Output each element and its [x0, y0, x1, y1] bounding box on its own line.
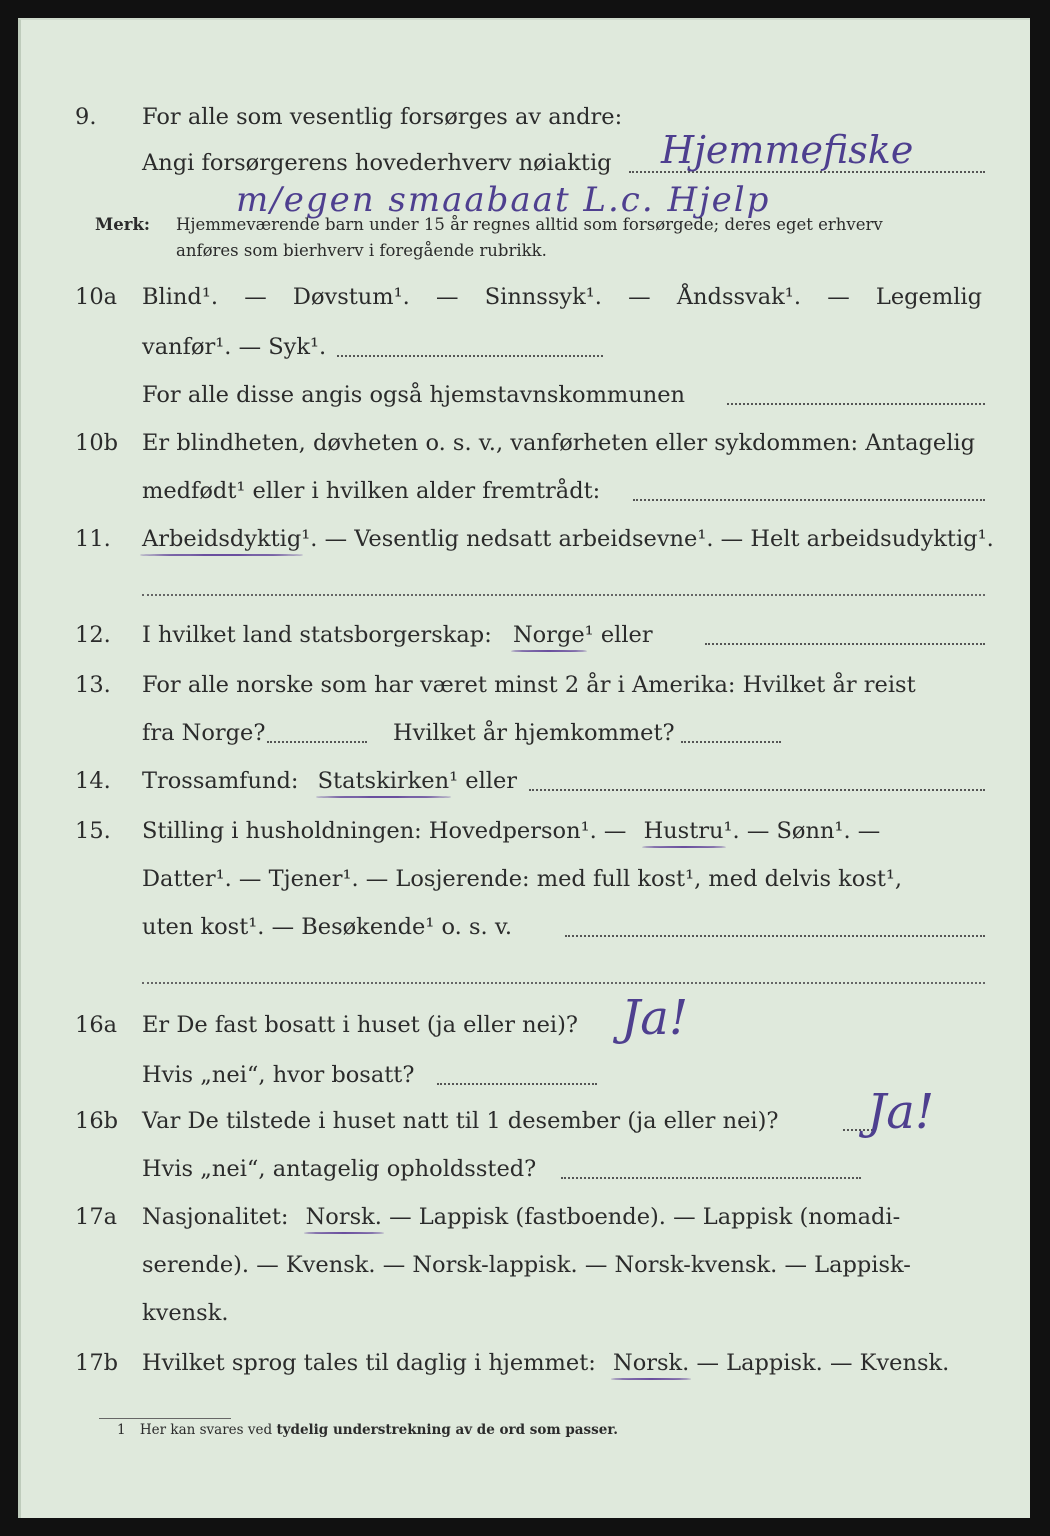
q9-handwritten-answer-2: m/egen smaabaat L.c. Hjelp	[236, 180, 771, 220]
q17b-selected-norsk: Norsk.	[613, 1350, 690, 1376]
q17b-number: 17b	[75, 1350, 119, 1376]
q16b-text-1: Var De tilstede i huset natt til 1 desember (ja eller nei)?	[142, 1108, 779, 1134]
q9-question: For alle som vesentlig forsørges av andre:	[142, 104, 623, 130]
q16b-number: 16b	[75, 1108, 119, 1134]
q13-number: 13.	[75, 672, 111, 698]
q9-number: 9.	[75, 104, 97, 130]
q15-selected-hustru: Hustru	[643, 818, 724, 844]
q11-rest: ¹. — Vesentlig nedsatt arbeidsevne¹. — Helt arbeidsudyktig¹.	[301, 526, 994, 552]
q13-text-2b: Hvilket år hjemkommet?	[393, 720, 675, 746]
dash: —	[244, 284, 267, 310]
option-dovstum: Døvstum¹.	[292, 284, 410, 310]
q17b-text	[142, 1348, 949, 1378]
q9-question-2: Angi forsørgerens hovederhverv nøiaktig	[142, 150, 612, 176]
option-andssvak: Åndssvak¹.	[676, 284, 801, 310]
q16a-number: 16a	[75, 1012, 118, 1038]
q16b-handwritten-answer: Ja!	[867, 1084, 935, 1140]
q15-number: 15.	[75, 818, 111, 844]
q10b-number: 10b	[75, 430, 119, 456]
q10a-text-2: vanfør¹. — Syk¹.	[142, 334, 327, 360]
q10a-text-3: For alle disse angis også hjemstavnskommunen	[142, 382, 686, 408]
footnote	[117, 1422, 618, 1438]
merk-text-2: anføres som bierhverv i foregående rubrikk.	[176, 241, 547, 260]
q17b-post: — Lappisk. — Kvensk.	[696, 1350, 950, 1376]
q17a-text-3: kvensk.	[142, 1300, 229, 1326]
option-sinnssyk: Sinnssyk¹.	[484, 284, 602, 310]
q13-text-1: For alle norske som har været minst 2 år i Amerika: Hvilket år reist	[142, 672, 916, 698]
q17a-text-2: serende). — Kvensk. — Norsk-lappisk. — Norsk-kvensk. — Lappisk-	[142, 1252, 911, 1278]
footnote-rule	[99, 1418, 231, 1419]
q15-answer-line	[142, 982, 985, 984]
q14-post: ¹ eller	[449, 768, 518, 794]
census-form-page	[18, 18, 1030, 1518]
q11-number: 11.	[75, 526, 111, 552]
q10a-number: 10a	[75, 284, 118, 310]
q16a-text-1: Er De fast bosatt i huset (ja eller nei)?	[142, 1012, 578, 1038]
q17a-selected-norsk: Norsk.	[305, 1204, 382, 1230]
q15-text-3: uten kost¹. — Besøkende¹ o. s. v.	[142, 914, 513, 940]
q15-pre: Stilling i husholdningen: Hovedperson¹. —	[142, 818, 627, 844]
q9-handwritten-answer-1: Hjemmefiske	[661, 128, 914, 172]
q13-text-2a: fra Norge?	[142, 720, 266, 746]
footnote-text: Her kan svares ved	[139, 1422, 273, 1438]
q11-text	[142, 524, 994, 554]
q15-text-1	[142, 816, 880, 846]
q15-text-2: Datter¹. — Tjener¹. — Losjerende: med full kost¹, med delvis kost¹,	[142, 866, 903, 892]
q17a-post: — Lappisk (fastboende). — Lappisk (nomadi-	[389, 1204, 901, 1230]
option-blind: Blind¹.	[142, 284, 218, 310]
q11-answer-line	[142, 594, 985, 596]
q17a-number: 17a	[75, 1204, 118, 1230]
q14-number: 14.	[75, 768, 111, 794]
footnote-mark: 1	[117, 1422, 126, 1438]
q17a-text-1	[142, 1202, 900, 1232]
q11-selected-arbeidsdyktig: Arbeidsdyktig	[142, 526, 302, 552]
q10a-options	[142, 282, 982, 312]
dash: —	[436, 284, 459, 310]
q12-selected-norge: Norge	[512, 622, 585, 648]
merk-text-1: Hjemmeværende barn under 15 år regnes alltid som forsørgede; deres eget erhverv	[176, 215, 883, 234]
q12-number: 12.	[75, 622, 111, 648]
q16a-text-2: Hvis „nei“, hvor bosatt?	[142, 1062, 415, 1088]
dash: —	[628, 284, 651, 310]
q12-text	[142, 620, 653, 650]
q14-text	[142, 766, 517, 796]
merk-label: Merk:	[95, 215, 150, 234]
q15-post: ¹. — Sønn¹. —	[723, 818, 881, 844]
dash: —	[827, 284, 850, 310]
q16a-handwritten-answer: Ja!	[621, 990, 689, 1046]
q12-post: ¹ eller	[584, 622, 653, 648]
q10b-text-2: medfødt¹ eller i hvilken alder fremtrådt:	[142, 478, 601, 504]
footnote-bold-text: tydelig understrekning av de ord som passer.	[276, 1422, 618, 1438]
q17b-pre: Hvilket sprog tales til daglig i hjemmet:	[142, 1350, 596, 1376]
q17a-pre: Nasjonalitet:	[142, 1204, 289, 1230]
q10b-text-1: Er blindheten, døvheten o. s. v., vanførheten eller sykdommen: Antagelig	[142, 430, 975, 456]
q14-selected-statskirken: Statskirken	[317, 768, 450, 794]
q14-pre: Trossamfund:	[142, 768, 299, 794]
option-legemlig: Legemlig	[875, 284, 982, 310]
q16b-text-2: Hvis „nei“, antagelig opholdssted?	[142, 1156, 537, 1182]
q12-pre: I hvilket land statsborgerskap:	[142, 622, 492, 648]
